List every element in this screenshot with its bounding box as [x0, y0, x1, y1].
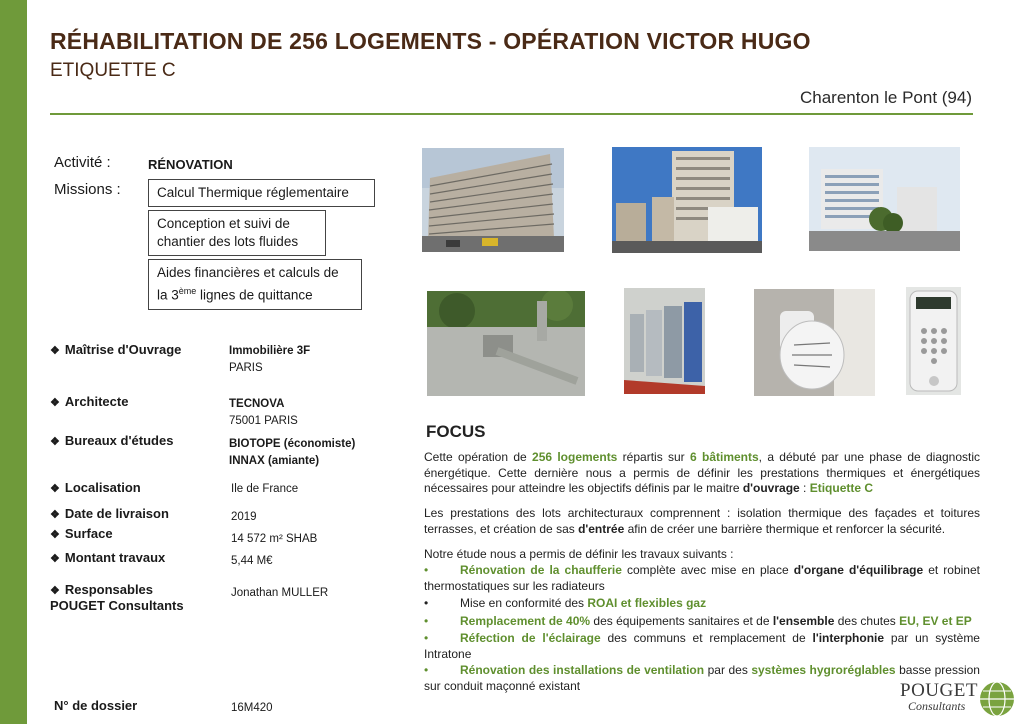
roof-photo [427, 291, 585, 396]
responsables-label: ❖ Responsables [50, 582, 154, 597]
diamond-bullet-icon: ❖ [50, 553, 60, 565]
building-photo [612, 147, 762, 253]
mission-text: Calcul Thermique réglementaire [157, 185, 349, 200]
building-photo [422, 148, 564, 252]
localisation-value: Ile de France [231, 483, 299, 495]
mission-text: Conception et suivi de [157, 216, 290, 231]
responsables-company: POUGET Consultants [50, 598, 184, 613]
boiler-room-photo [624, 288, 705, 394]
bureaux-etudes-label: ❖ Bureaux d'études [50, 433, 174, 448]
surface-label: ❖ Surface [50, 526, 113, 541]
diamond-bullet-icon: ❖ [50, 509, 60, 521]
livraison-value: 2019 [231, 511, 257, 523]
dossier-label: N° de dossier [54, 698, 138, 713]
pouget-logo: POUGET Consultants [894, 678, 1018, 720]
mission-text: la 3ème lignes de quittance [157, 286, 313, 303]
montant-value: 5,44 M€ [231, 555, 273, 567]
diamond-bullet-icon: ❖ [50, 529, 60, 541]
mission-box [148, 179, 375, 207]
surface-value: 14 572 m² SHAB [231, 533, 318, 545]
globe-icon [978, 680, 1016, 718]
diamond-bullet-icon: ❖ [50, 397, 60, 409]
activity-value: RÉNOVATION [148, 157, 233, 172]
header-divider [50, 113, 973, 115]
project-location: Charenton le Pont (94) [800, 88, 972, 107]
focus-bullet: • Remplacement de 40% des équipements sanitaires et de l'ensemble des chutes EU, EV et EP [424, 614, 972, 628]
moa-label: ❖ Maîtrise d'Ouvrage [50, 342, 182, 357]
thermostatic-valve-photo [754, 289, 875, 396]
activity-label: Activité : [54, 154, 111, 171]
dossier-value: 16M420 [231, 702, 273, 714]
focus-bullet: • Rénovation de la chaufferie complète avec mise en place d'organe d'équilibrage et robinet thermostatiques sur les radiateurs [424, 563, 980, 593]
focus-paragraph: Notre étude nous a permis de définir les travaux suivants : [424, 547, 734, 561]
diamond-bullet-icon: ❖ [50, 345, 60, 357]
page-subtitle: ETIQUETTE C [50, 60, 176, 81]
missions-label: Missions : [54, 181, 121, 198]
diamond-bullet-icon: ❖ [50, 483, 60, 495]
diamond-bullet-icon: ❖ [50, 436, 60, 448]
responsables-value: Jonathan MULLER [231, 587, 329, 599]
mission-box [148, 210, 326, 256]
building-photo [809, 147, 960, 251]
focus-paragraph: Cette opération de 256 logements répartis sur 6 bâtiments, a débuté par une phase de diagnostic énergétique. Cette dernière nous a permis de définir les prestations thermiques et énergétiques nécessaires pour atteindre les objectifs définis par le maitre d'ouvrage : Etiquette C [424, 450, 981, 495]
montant-label: ❖ Montant travaux [50, 550, 166, 565]
mission-box [148, 259, 362, 310]
focus-bullet: • Rénovation des installations de ventilation par des systèmes hygroréglables basse pression sur conduit maçonné existant [424, 663, 980, 693]
localisation-label: ❖ Localisation [50, 480, 141, 495]
mission-text: chantier des lots fluides [157, 234, 299, 249]
focus-paragraph: Les prestations des lots architecturaux comprennent : isolation thermique des façades et toitures terrasses, et création de sas d'entrée afin de créer une barrière thermique et renforcer la sécurité. [424, 506, 980, 536]
focus-title: FOCUS [426, 422, 486, 441]
moa-value: Immobilière 3F PARIS [229, 345, 311, 374]
page-title: RÉHABILITATION DE 256 LOGEMENTS - OPÉRATION VICTOR HUGO [50, 28, 811, 54]
intercom-photo [906, 287, 961, 395]
architect-label: ❖ Architecte [50, 394, 129, 409]
architect-value: TECNOVA 75001 PARIS [229, 398, 298, 427]
green-side-bar [0, 0, 27, 724]
mission-text: Aides financières et calculs de [157, 265, 339, 280]
focus-bullet: • Réfection de l'éclairage des communs et remplacement de l'interphonie par un système Intratone [424, 631, 980, 661]
livraison-label: ❖ Date de livraison [50, 506, 169, 521]
focus-bullet: • Mise en conformité des ROAI et flexibles gaz [424, 596, 707, 610]
bureaux-etudes-value: BIOTOPE (économiste) INNAX (amiante) [229, 438, 356, 467]
diamond-bullet-icon: ❖ [50, 585, 60, 597]
